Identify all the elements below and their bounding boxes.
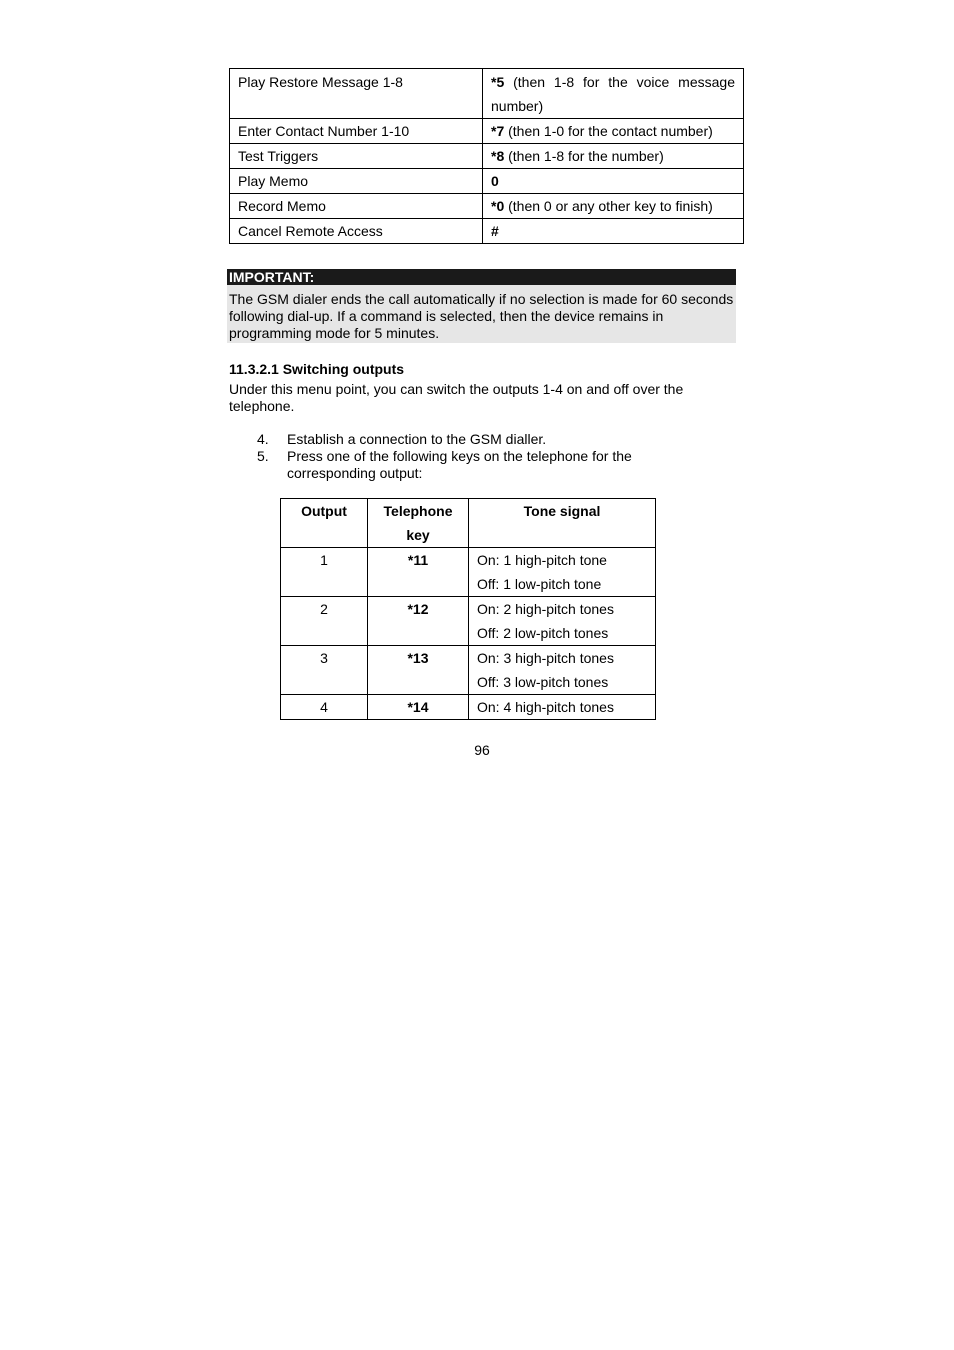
telephone-key: *12 (368, 597, 469, 646)
command-key: *7 (then 1-0 for the contact number) (483, 119, 744, 144)
important-notice (227, 269, 736, 343)
output-switch-table (280, 498, 656, 720)
command-key: *8 (then 1-8 for the number) (483, 144, 744, 169)
telephone-key: *11 (368, 548, 469, 597)
remote-command-table (229, 68, 744, 244)
command-key: # (483, 219, 744, 244)
output-number: 4 (281, 695, 368, 720)
command-function: Record Memo (230, 194, 483, 219)
header-tone-signal: Tone signal (469, 499, 656, 548)
table-row (230, 219, 744, 244)
output-number: 2 (281, 597, 368, 646)
telephone-key: *14 (368, 695, 469, 720)
output-number: 1 (281, 548, 368, 597)
table-row (281, 597, 656, 646)
command-function: Play Restore Message 1-8 (230, 69, 483, 119)
list-item (257, 448, 677, 482)
step-number: 5. (257, 448, 269, 464)
command-key: *0 (then 0 or any other key to finish) (483, 194, 744, 219)
section-title: 11.3.2.1 Switching outputs (229, 361, 405, 377)
command-function: Enter Contact Number 1-10 (230, 119, 483, 144)
important-body: The GSM dialer ends the call automatically if no selection is made for 60 seconds following dial-up. If a command is selected, then the device remains in programming mode for 5 minutes. (227, 285, 736, 343)
telephone-key: *13 (368, 646, 469, 695)
tone-signal: On: 4 high-pitch tones (469, 695, 656, 720)
table-header-row (281, 499, 656, 548)
tone-signal: On: 3 high-pitch tones Off: 3 low-pitch tones (469, 646, 656, 695)
step-text: Press one of the following keys on the telephone for the corresponding output: (287, 448, 632, 481)
tone-signal: On: 2 high-pitch tones Off: 2 low-pitch tones (469, 597, 656, 646)
section-intro: Under this menu point, you can switch the outputs 1-4 on and off over the telephone. (229, 381, 684, 414)
list-item (257, 431, 677, 448)
important-heading: IMPORTANT: (227, 269, 736, 285)
table-row (281, 548, 656, 597)
table-row (230, 69, 744, 119)
table-row (230, 144, 744, 169)
command-key: 0 (483, 169, 744, 194)
command-function: Test Triggers (230, 144, 483, 169)
header-output: Output (281, 499, 368, 548)
tone-signal: On: 1 high-pitch tone Off: 1 low-pitch tone (469, 548, 656, 597)
table-row (230, 119, 744, 144)
table-row (281, 646, 656, 695)
steps-list (257, 431, 677, 482)
header-telephone-key: Telephone key (368, 499, 469, 548)
page-number: 96 (474, 742, 490, 758)
table-row (230, 194, 744, 219)
table-row (281, 695, 656, 720)
step-number: 4. (257, 431, 269, 447)
output-number: 3 (281, 646, 368, 695)
command-key: *5 (then 1-8 for the voice message number) (483, 69, 744, 119)
step-text: Establish a connection to the GSM dialler. (287, 431, 547, 447)
command-function: Cancel Remote Access (230, 219, 483, 244)
table-row (230, 169, 744, 194)
command-function: Play Memo (230, 169, 483, 194)
